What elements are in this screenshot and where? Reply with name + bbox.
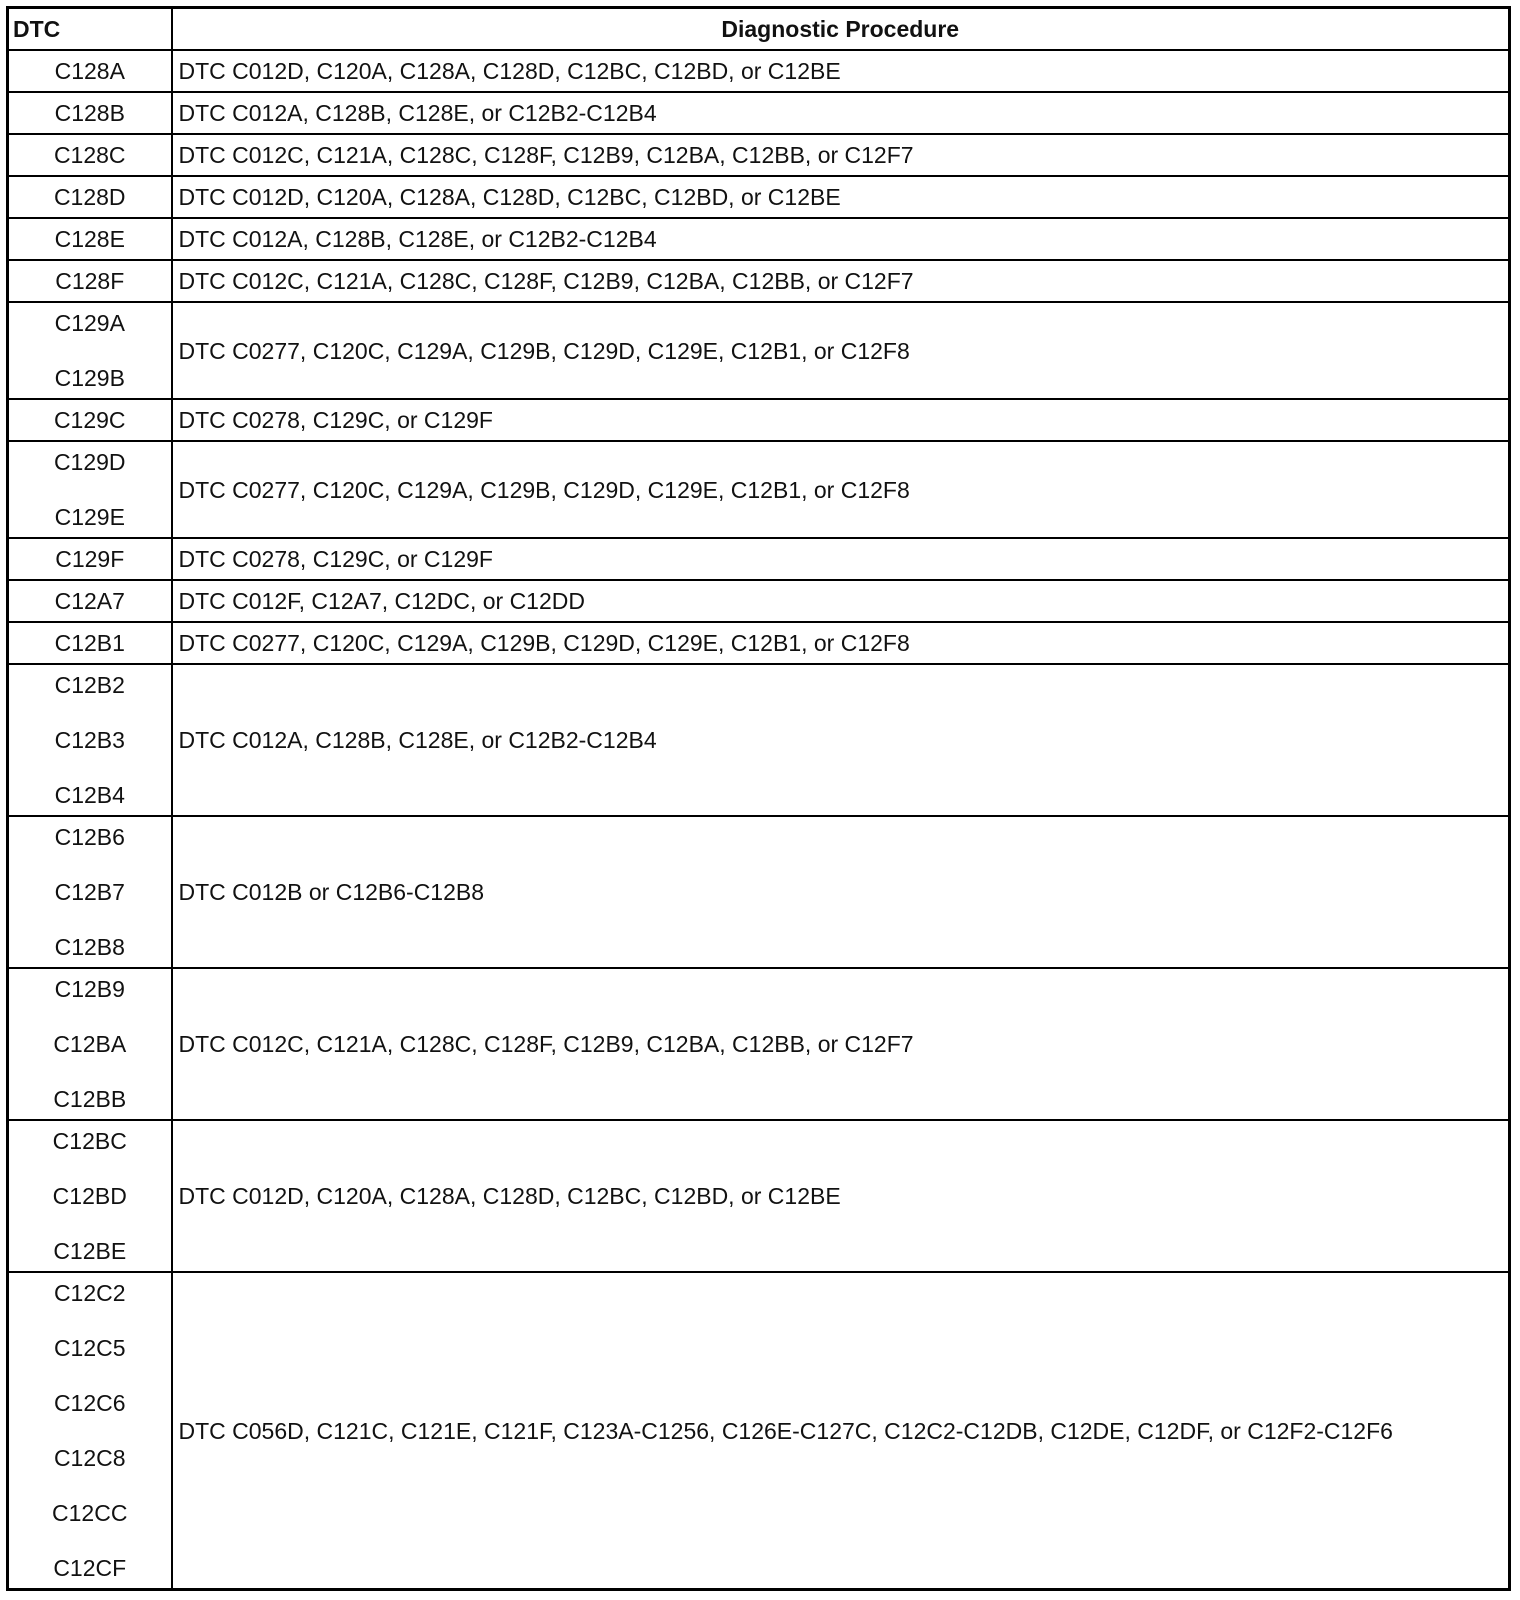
dtc-code: C12B4 — [54, 782, 125, 808]
dtc-code: C12B1 — [54, 630, 125, 656]
dtc-cell — [8, 538, 172, 580]
table-row — [8, 968, 1510, 1120]
dtc-procedure-table — [6, 6, 1511, 1591]
table-row — [8, 1120, 1510, 1272]
diagnostic-procedure-cell: DTC C012A, C128B, C128E, or C12B2-C12B4 — [172, 218, 1510, 260]
dtc-code: C128C — [53, 142, 126, 168]
diagnostic-procedure-cell: DTC C0277, C120C, C129A, C129B, C129D, C129E, C12B1, or C12F8 — [172, 441, 1510, 538]
dtc-code: C12A7 — [54, 588, 125, 614]
dtc-code: C12C2 — [53, 1280, 126, 1306]
dtc-table-container — [6, 6, 1511, 1591]
dtc-cell — [8, 260, 172, 302]
dtc-code: C129F — [55, 546, 125, 572]
procedure-column-header: Diagnostic Procedure — [172, 8, 1510, 51]
dtc-cell — [8, 1120, 172, 1272]
dtc-cell — [8, 218, 172, 260]
diagnostic-procedure-cell: DTC C012D, C120A, C128A, C128D, C12BC, C12BD, or C12BE — [172, 1120, 1510, 1272]
dtc-code: C12CF — [53, 1555, 127, 1581]
dtc-code: C128F — [55, 268, 125, 294]
dtc-cell — [8, 441, 172, 538]
diagnostic-procedure-cell: DTC C056D, C121C, C121E, C121F, C123A-C1256, C126E-C127C, C12C2-C12DB, C12DE, C12DF, or C12F2-C12F6 — [172, 1272, 1510, 1590]
diagnostic-procedure-cell: DTC C012C, C121A, C128C, C128F, C12B9, C12BA, C12BB, or C12F7 — [172, 260, 1510, 302]
table-row — [8, 580, 1510, 622]
dtc-code: C129A — [54, 310, 125, 336]
diagnostic-procedure-cell: DTC C012A, C128B, C128E, or C12B2-C12B4 — [172, 92, 1510, 134]
dtc-cell — [8, 134, 172, 176]
dtc-cell — [8, 580, 172, 622]
dtc-code: C129D — [53, 449, 126, 475]
dtc-code: C12BD — [52, 1183, 127, 1209]
table-body — [8, 50, 1510, 1590]
diagnostic-procedure-cell: DTC C0278, C129C, or C129F — [172, 538, 1510, 580]
dtc-cell — [8, 816, 172, 968]
diagnostic-procedure-cell: DTC C012B or C12B6-C12B8 — [172, 816, 1510, 968]
dtc-cell — [8, 664, 172, 816]
dtc-code: C12B8 — [54, 934, 125, 960]
dtc-code: C12C5 — [53, 1335, 126, 1361]
dtc-column-header: DTC — [8, 8, 172, 51]
diagnostic-procedure-cell: DTC C012C, C121A, C128C, C128F, C12B9, C12BA, C12BB, or C12F7 — [172, 968, 1510, 1120]
dtc-code: C129C — [53, 407, 126, 433]
dtc-code: C12C8 — [53, 1445, 126, 1471]
diagnostic-procedure-cell: DTC C0278, C129C, or C129F — [172, 399, 1510, 441]
dtc-code: C12BE — [53, 1238, 127, 1264]
dtc-cell — [8, 92, 172, 134]
table-row — [8, 50, 1510, 92]
dtc-cell — [8, 399, 172, 441]
dtc-code: C12B2 — [54, 672, 125, 698]
table-header-row — [8, 8, 1510, 51]
table-row — [8, 1272, 1510, 1590]
table-row — [8, 441, 1510, 538]
table-row — [8, 664, 1510, 816]
dtc-code: C12B7 — [54, 879, 125, 905]
diagnostic-procedure-cell: DTC C0277, C120C, C129A, C129B, C129D, C129E, C12B1, or C12F8 — [172, 302, 1510, 399]
table-row — [8, 399, 1510, 441]
table-row — [8, 176, 1510, 218]
dtc-code: C129E — [54, 504, 125, 530]
dtc-code: C12B9 — [54, 976, 125, 1002]
diagnostic-procedure-cell: DTC C012C, C121A, C128C, C128F, C12B9, C12BA, C12BB, or C12F7 — [172, 134, 1510, 176]
table-row — [8, 622, 1510, 664]
dtc-code: C128D — [53, 184, 126, 210]
dtc-code: C128B — [54, 100, 125, 126]
dtc-code: C12BC — [52, 1128, 127, 1154]
dtc-cell — [8, 176, 172, 218]
diagnostic-procedure-cell: DTC C012A, C128B, C128E, or C12B2-C12B4 — [172, 664, 1510, 816]
table-row — [8, 260, 1510, 302]
dtc-code: C128A — [54, 58, 125, 84]
table-row — [8, 218, 1510, 260]
diagnostic-procedure-cell: DTC C012D, C120A, C128A, C128D, C12BC, C12BD, or C12BE — [172, 176, 1510, 218]
table-row — [8, 92, 1510, 134]
dtc-code: C129B — [54, 365, 125, 391]
dtc-code: C12BB — [53, 1086, 127, 1112]
dtc-code: C12CC — [52, 1500, 128, 1526]
dtc-cell — [8, 50, 172, 92]
table-row — [8, 302, 1510, 399]
diagnostic-procedure-cell: DTC C0277, C120C, C129A, C129B, C129D, C129E, C12B1, or C12F8 — [172, 622, 1510, 664]
dtc-code: C12BA — [53, 1031, 127, 1057]
diagnostic-procedure-cell: DTC C012F, C12A7, C12DC, or C12DD — [172, 580, 1510, 622]
table-row — [8, 538, 1510, 580]
dtc-cell — [8, 968, 172, 1120]
table-row — [8, 134, 1510, 176]
dtc-cell — [8, 1272, 172, 1590]
dtc-code: C12B3 — [54, 727, 125, 753]
dtc-code: C12C6 — [53, 1390, 126, 1416]
dtc-code: C128E — [54, 226, 125, 252]
table-row — [8, 816, 1510, 968]
dtc-cell — [8, 622, 172, 664]
diagnostic-procedure-cell: DTC C012D, C120A, C128A, C128D, C12BC, C12BD, or C12BE — [172, 50, 1510, 92]
dtc-cell — [8, 302, 172, 399]
dtc-code: C12B6 — [54, 824, 125, 850]
